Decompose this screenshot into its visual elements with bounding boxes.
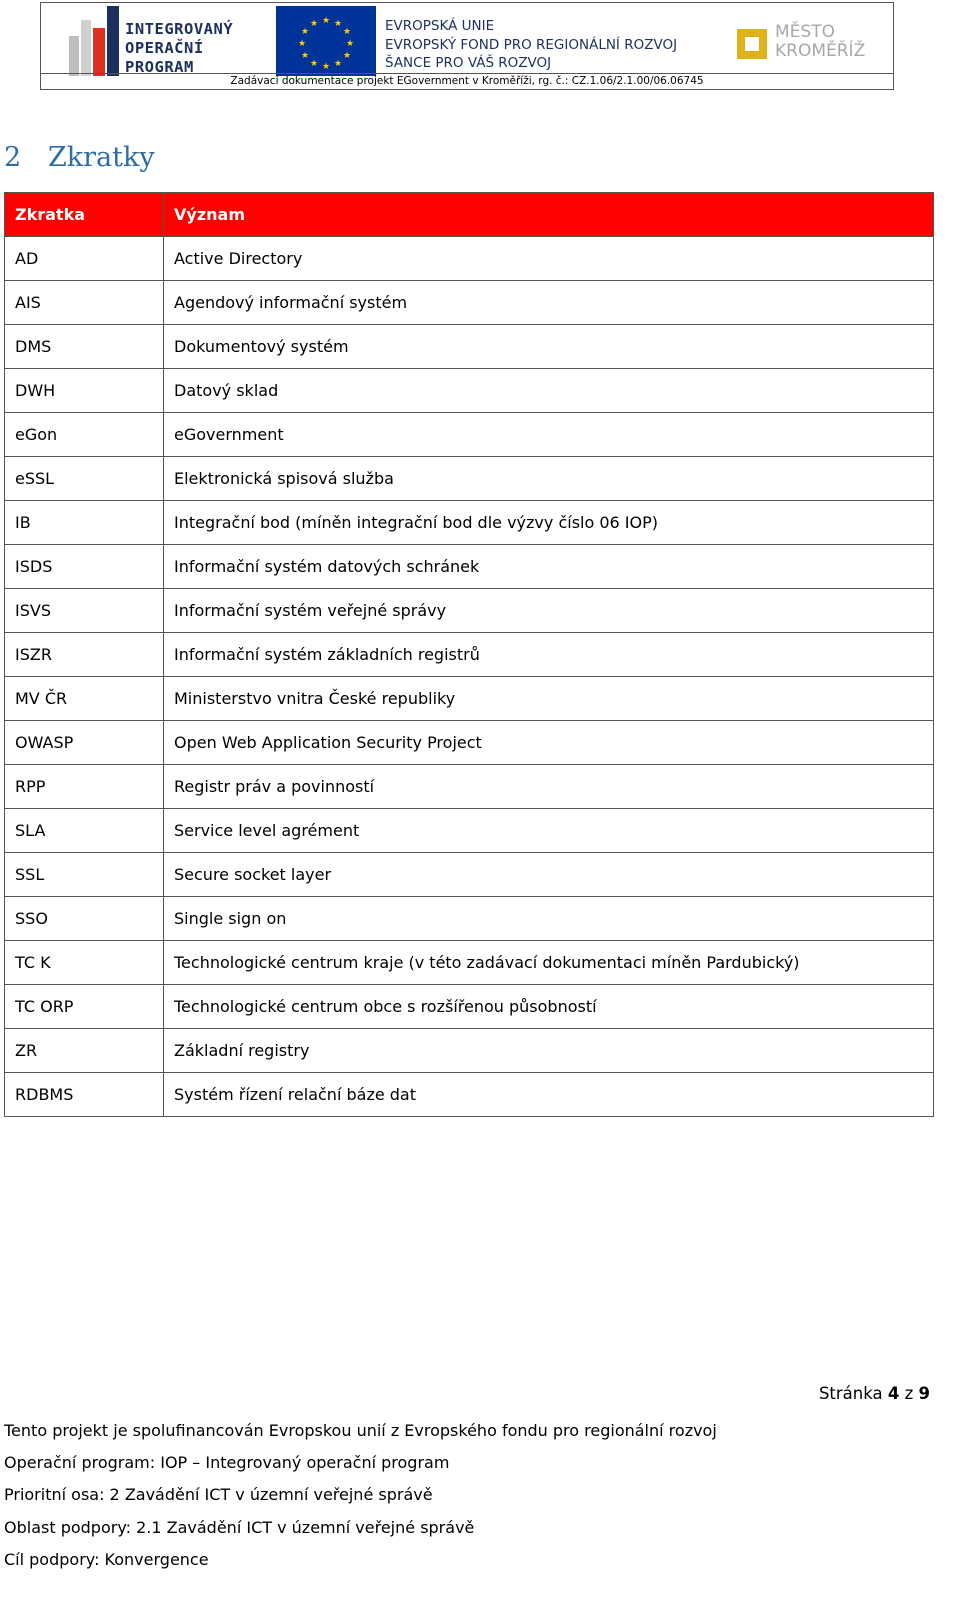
abbreviation-cell: SSO (5, 897, 164, 941)
table-row (5, 765, 934, 809)
meaning-cell: Informační systém veřejné správy (164, 589, 934, 633)
meaning-cell: Active Directory (164, 237, 934, 281)
footer-line: Operační program: IOP – Integrovaný operační program (4, 1453, 450, 1473)
column-header-meaning: Význam (164, 193, 934, 237)
svg-text:★: ★ (333, 59, 343, 69)
svg-text:★: ★ (342, 51, 352, 61)
meaning-cell: Informační systém základních registrů (164, 633, 934, 677)
abbreviation-cell: TC ORP (5, 985, 164, 1029)
table-body (5, 237, 934, 1117)
abbreviation-cell: TC K (5, 941, 164, 985)
table-row (5, 413, 934, 457)
meaning-cell: Service level agrément (164, 809, 934, 853)
table-row (5, 853, 934, 897)
svg-text:★: ★ (309, 59, 319, 69)
city-emblem-icon (737, 29, 767, 59)
eu-text (385, 17, 677, 73)
table-row (5, 501, 934, 545)
footer-line: Oblast podpory: 2.1 Zavádění ICT v územní veřejné správě (4, 1517, 475, 1537)
meaning-cell: Technologické centrum obce s rozšířenou působností (164, 985, 934, 1029)
abbreviation-cell: OWASP (5, 721, 164, 765)
iop-logo-line: PROGRAM (125, 58, 194, 76)
table-row (5, 721, 934, 765)
table-row (5, 457, 934, 501)
page-total: 9 (918, 1384, 930, 1403)
table-row (5, 809, 934, 853)
footer-line: Tento projekt je spolufinancován Evropskou unií z Evropského fondu pro regionální rozvoj (4, 1421, 717, 1440)
abbreviation-cell: eSSL (5, 457, 164, 501)
table-row (5, 985, 934, 1029)
abbreviation-cell: IB (5, 501, 164, 545)
abbreviation-cell: AD (5, 237, 164, 281)
table-header-row (5, 193, 934, 237)
meaning-cell: eGovernment (164, 413, 934, 457)
table-row (5, 941, 934, 985)
abbreviation-cell: ISVS (5, 589, 164, 633)
iop-logo-line: INTEGROVANÝ (125, 20, 234, 38)
banner-caption: Zadávací dokumentace projekt EGovernment v Kroměříži, rg. č.: CZ.1.06/2.1.00/06.06745 (41, 73, 893, 89)
svg-text:★: ★ (345, 39, 355, 49)
svg-text:★: ★ (300, 27, 310, 37)
eu-line: EVROPSKÁ UNIE (385, 18, 495, 34)
abbreviation-cell: RPP (5, 765, 164, 809)
table-row (5, 369, 934, 413)
meaning-cell: Single sign on (164, 897, 934, 941)
table-row (5, 897, 934, 941)
meaning-cell: Systém řízení relační báze dat (164, 1073, 934, 1117)
city-line: MĚSTO (775, 22, 835, 42)
page-number (819, 1384, 930, 1403)
meaning-cell: Agendový informační systém (164, 281, 934, 325)
page-current: 4 (887, 1384, 900, 1403)
meaning-cell: Datový sklad (164, 369, 934, 413)
abbreviation-cell: MV ČR (5, 677, 164, 721)
meaning-cell: Technologické centrum kraje (v této zadávací dokumentaci míněn Pardubický) (164, 941, 934, 985)
eu-line: ŠANCE PRO VÁŠ ROZVOJ (385, 55, 552, 71)
abbreviation-cell: ISZR (5, 633, 164, 677)
meaning-cell: Elektronická spisová služba (164, 457, 934, 501)
iop-logo-line: OPERAČNÍ (125, 39, 204, 57)
eu-flag-icon (276, 6, 376, 76)
city-logo-text (775, 23, 865, 61)
footer-line: Prioritní osa: 2 Zavádění ICT v územní veřejné správě (4, 1485, 433, 1505)
abbreviation-cell: SSL (5, 853, 164, 897)
table-row (5, 237, 934, 281)
meaning-cell: Základní registry (164, 1029, 934, 1073)
footer (4, 1415, 717, 1576)
svg-text:★: ★ (300, 51, 310, 61)
svg-text:★: ★ (342, 27, 352, 37)
page-label: Stránka (818, 1384, 883, 1403)
table-row (5, 1029, 934, 1073)
abbreviation-cell: RDBMS (5, 1073, 164, 1117)
section-number: 2 (4, 142, 22, 173)
meaning-cell: Registr práv a povinností (164, 765, 934, 809)
abbreviation-cell: DWH (5, 369, 164, 413)
table-row (5, 325, 934, 369)
city-line: KROMĚŘÍŽ (775, 41, 866, 61)
abbreviation-cell: SLA (5, 809, 164, 853)
abbreviation-cell: ISDS (5, 545, 164, 589)
table-row (5, 545, 934, 589)
svg-text:★: ★ (309, 19, 319, 29)
iop-logo-bars-icon (67, 6, 127, 76)
abbreviation-cell: ZR (5, 1029, 164, 1073)
header-banner (40, 2, 894, 90)
table-row (5, 677, 934, 721)
column-header-abbreviation: Zkratka (5, 193, 164, 237)
meaning-cell: Integrační bod (míněn integrační bod dle výzvy číslo 06 IOP) (164, 501, 934, 545)
svg-text:★: ★ (333, 19, 343, 29)
meaning-cell: Open Web Application Security Project (164, 721, 934, 765)
table-row (5, 1073, 934, 1117)
abbreviation-cell: eGon (5, 413, 164, 457)
abbreviations-table (4, 192, 934, 1117)
svg-text:★: ★ (321, 62, 331, 72)
meaning-cell: Secure socket layer (164, 853, 934, 897)
city-logo (737, 22, 877, 65)
svg-text:★: ★ (321, 16, 331, 26)
table-row (5, 589, 934, 633)
meaning-cell: Ministerstvo vnitra České republiky (164, 677, 934, 721)
table-row (5, 281, 934, 325)
footer-line: Cíl podpory: Konvergence (4, 1549, 209, 1569)
meaning-cell: Dokumentový systém (164, 325, 934, 369)
iop-logo-text (125, 20, 233, 77)
table-row (5, 633, 934, 677)
iop-logo (67, 6, 277, 76)
eu-line: EVROPSKÝ FOND PRO REGIONÁLNÍ ROZVOJ (385, 36, 678, 53)
meaning-cell: Informační systém datových schránek (164, 545, 934, 589)
abbreviation-cell: AIS (5, 281, 164, 325)
svg-text:★: ★ (297, 39, 307, 49)
abbreviation-cell: DMS (5, 325, 164, 369)
section-title: Zkratky (48, 142, 155, 173)
page-of: z (904, 1384, 914, 1403)
section-heading (4, 142, 155, 173)
